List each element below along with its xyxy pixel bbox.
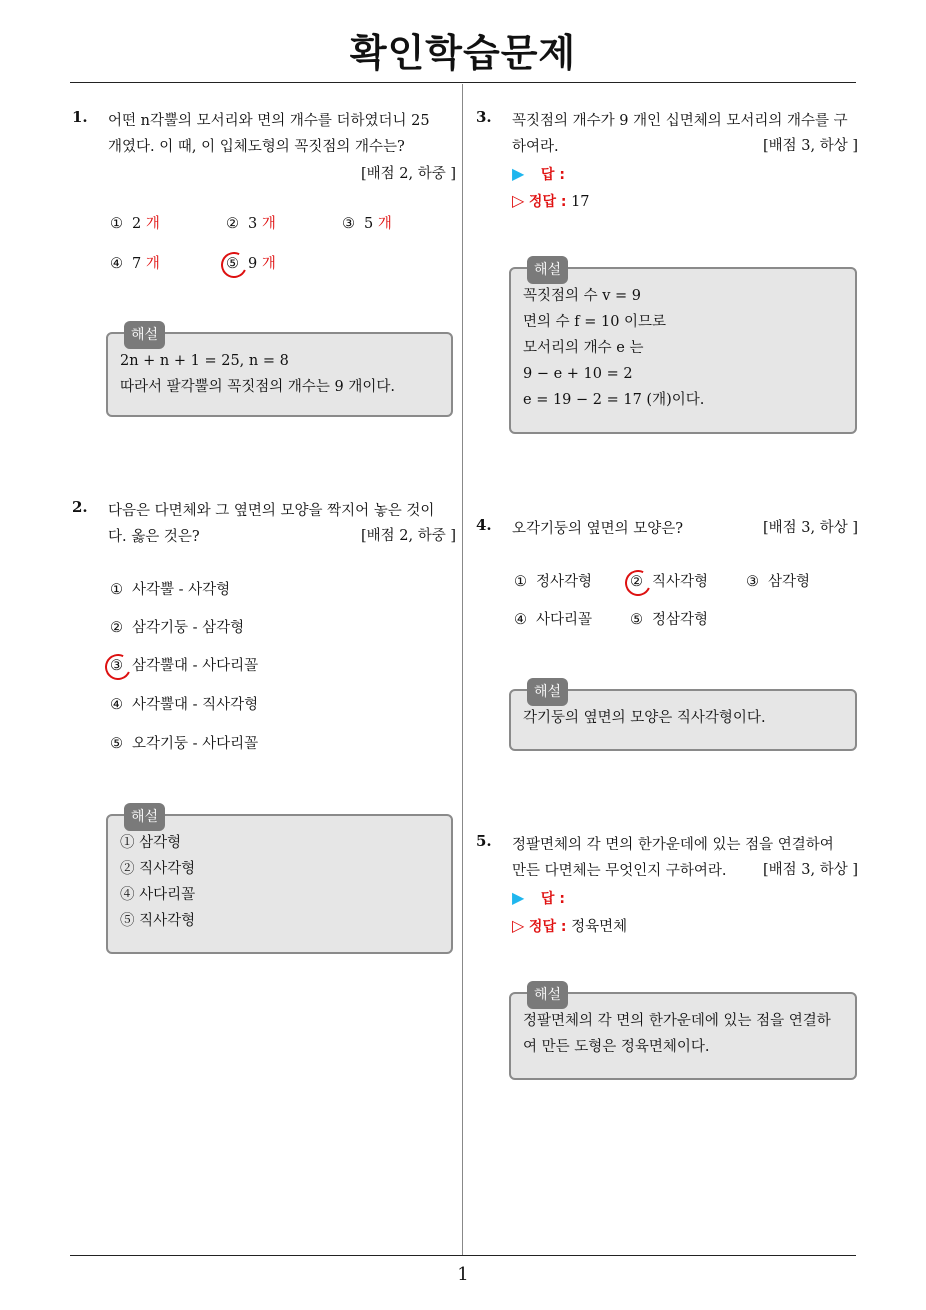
correct-label: 정답 : — [528, 919, 567, 935]
explanation-tag: 해설 — [527, 678, 568, 706]
explanation-box-4 — [509, 684, 857, 751]
choice-1[interactable] — [514, 570, 592, 591]
question-number: 1. — [72, 108, 88, 126]
answer-label: 답 : — [540, 891, 565, 907]
column-divider — [462, 84, 463, 1256]
question-5 — [476, 832, 858, 942]
question-line: 다. 옳은 것은? — [108, 529, 200, 545]
choice-5-selected[interactable] — [226, 252, 276, 273]
choice-number: ④ — [110, 256, 123, 272]
question-line: 어떤 n각뿔의 모서리와 면의 개수를 더하였더니 25 — [108, 113, 430, 129]
score-meta: [배점 3, 하상 ] — [762, 138, 858, 154]
choice-text: 정사각형 — [536, 574, 593, 590]
explanation-line: 각기둥의 옆면의 모양은 직사각형이다. — [523, 710, 766, 726]
choice-unit: 개 — [261, 256, 276, 272]
top-rule — [70, 82, 856, 83]
choice-value: 2 — [132, 216, 142, 232]
choice-number: ② — [630, 574, 652, 590]
triangle-right-outline-icon: ▷ — [512, 916, 525, 935]
explanation-line: 정팔면체의 각 면의 한가운데에 있는 점을 연결하 — [523, 1013, 831, 1029]
choice-5[interactable] — [630, 608, 708, 629]
score-meta: [배점 2, 하중 ] — [360, 528, 456, 544]
choice-number: ③ — [110, 658, 132, 674]
choice-2[interactable] — [110, 616, 244, 637]
choice-unit: 개 — [145, 216, 160, 232]
question-number: 2. — [72, 498, 88, 516]
choice-number: ① — [110, 216, 123, 232]
question-line: 하여라. — [512, 139, 559, 155]
choice-unit: 개 — [145, 256, 160, 272]
choice-number: ② — [226, 216, 239, 232]
choice-value: 9 — [248, 256, 258, 272]
question-number: 4. — [476, 516, 492, 534]
choice-unit: 개 — [261, 216, 276, 232]
choice-unit: 개 — [377, 216, 392, 232]
choice-text: 사각뿔대 - 직사각형 — [132, 697, 259, 713]
explanation-line: 면의 수 f = 10 이므로 — [523, 314, 667, 330]
choice-text: 삼각형 — [768, 574, 811, 590]
explanation-line: 9 − e + 10 = 2 — [523, 366, 633, 382]
choice-value: 5 — [364, 216, 374, 232]
question-line: 오각기둥의 옆면의 모양은? — [512, 521, 684, 537]
page-title: 확인학습문제 — [349, 31, 577, 75]
explanation-box-3 — [509, 262, 857, 434]
choice-text: 삼각뿔대 - 사다리꼴 — [132, 658, 259, 674]
choice-number: ③ — [746, 574, 759, 590]
choice-3-selected[interactable] — [110, 654, 258, 675]
question-number: 3. — [476, 108, 492, 126]
choice-4[interactable] — [110, 693, 258, 714]
choice-4[interactable] — [110, 252, 160, 273]
choice-number: ③ — [342, 216, 355, 232]
choice-value: 3 — [248, 216, 258, 232]
explanation-box-2 — [106, 809, 453, 954]
explanation-tag: 해설 — [124, 321, 165, 349]
question-3 — [476, 108, 858, 218]
question-text — [108, 108, 456, 160]
choice-value: 7 — [132, 256, 142, 272]
choice-4[interactable] — [514, 608, 592, 629]
correct-value: 17 — [571, 194, 590, 210]
explanation-line: ① 삼각형 — [120, 835, 182, 851]
correct-value: 정육면체 — [571, 919, 628, 935]
choice-number: ② — [110, 620, 123, 636]
choice-number: ⑤ — [226, 256, 248, 272]
bottom-rule — [70, 1255, 856, 1256]
choice-2-selected[interactable] — [630, 570, 708, 591]
explanation-tag: 해설 — [124, 803, 165, 831]
answer-row[interactable] — [512, 888, 565, 908]
choice-5[interactable] — [110, 732, 258, 753]
choice-text: 사다리꼴 — [536, 612, 593, 628]
choice-3[interactable] — [746, 570, 810, 591]
choice-1[interactable] — [110, 578, 230, 599]
choice-2[interactable] — [226, 212, 276, 233]
score-meta: [배점 3, 하상 ] — [762, 862, 858, 878]
explanation-tag: 해설 — [527, 256, 568, 284]
correct-label: 정답 : — [528, 194, 567, 210]
explanation-line: ② 직사각형 — [120, 861, 196, 877]
explanation-line: 여 만든 도형은 정육면체이다. — [523, 1039, 710, 1055]
question-line: 만든 다면체는 무엇인지 구하여라. — [512, 863, 727, 879]
question-line: 개였다. 이 때, 이 입체도형의 꼭짓점의 개수는? — [108, 139, 405, 155]
choice-text: 사각뿔 - 사각형 — [132, 582, 231, 598]
correct-answer-row — [512, 915, 627, 936]
question-line: 정팔면체의 각 면의 한가운데에 있는 점을 연결하여 — [512, 837, 834, 853]
explanation-line: 꼭짓점의 수 v = 9 — [523, 288, 642, 304]
choice-3[interactable] — [342, 212, 392, 233]
explanation-line: 모서리의 개수 e 는 — [523, 340, 644, 356]
explanation-box-5 — [509, 987, 857, 1080]
question-4 — [476, 516, 858, 636]
triangle-right-filled-icon: ▶ — [512, 164, 525, 183]
choice-text: 오각기둥 - 사다리꼴 — [132, 736, 259, 752]
question-number: 5. — [476, 832, 492, 850]
correct-answer-row — [512, 191, 590, 211]
choice-number: ⑤ — [110, 736, 123, 752]
score-meta: [배점 2, 하중 ] — [360, 166, 456, 182]
choice-number: ④ — [514, 612, 527, 628]
score-meta: [배점 3, 하상 ] — [762, 520, 858, 536]
question-line: 꼭짓점의 개수가 9 개인 십면체의 모서리의 개수를 구 — [512, 113, 848, 129]
explanation-line: 2n + n + 1 = 25, n = 8 — [120, 353, 289, 369]
answer-row[interactable] — [512, 164, 565, 184]
question-2 — [72, 498, 456, 768]
explanation-tag: 해설 — [527, 981, 568, 1009]
question-line: 다음은 다면체와 그 옆면의 모양을 짝지어 놓은 것이 — [108, 503, 435, 519]
explanation-line: e = 19 − 2 = 17 (개)이다. — [523, 392, 705, 408]
choice-text: 정삼각형 — [652, 612, 709, 628]
page-number: 1 — [457, 1264, 469, 1285]
triangle-right-filled-icon: ▶ — [512, 888, 525, 907]
choice-text: 직사각형 — [652, 574, 709, 590]
explanation-line: 따라서 팔각뿔의 꼭짓점의 개수는 9 개이다. — [120, 379, 395, 395]
choice-number: ④ — [110, 697, 123, 713]
explanation-line: ⑤ 직사각형 — [120, 913, 196, 929]
choice-number: ① — [514, 574, 527, 590]
choice-number: ⑤ — [630, 612, 643, 628]
answer-label: 답 : — [540, 167, 565, 183]
triangle-right-outline-icon: ▷ — [512, 191, 525, 210]
choice-1[interactable] — [110, 212, 160, 233]
choice-text: 삼각기둥 - 삼각형 — [132, 620, 245, 636]
explanation-box-1 — [106, 327, 453, 417]
explanation-line: ④ 사다리꼴 — [120, 887, 196, 903]
choice-number: ① — [110, 582, 123, 598]
